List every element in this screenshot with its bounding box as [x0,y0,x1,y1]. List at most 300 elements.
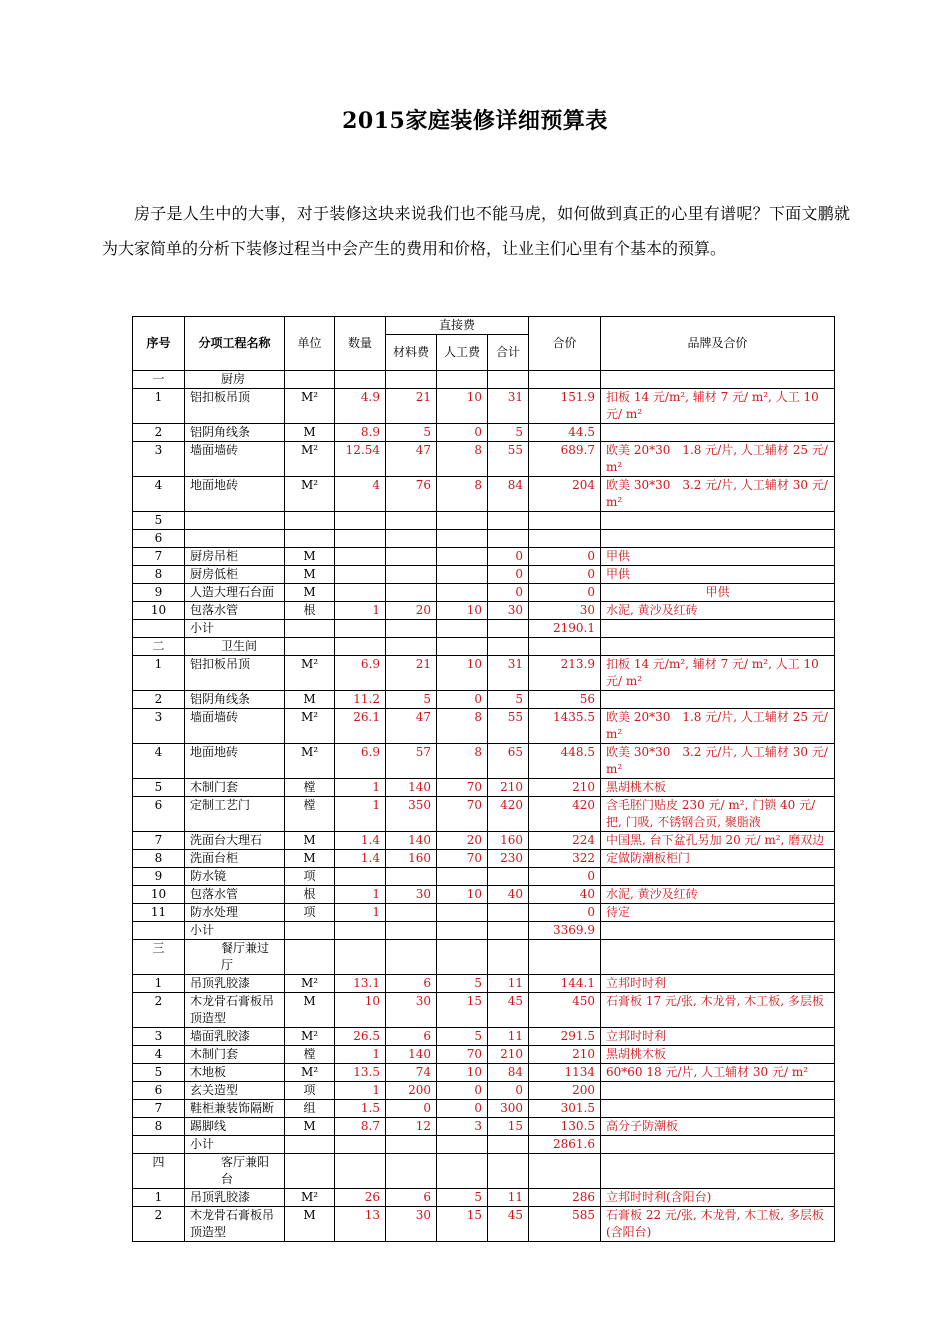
row-total: 151.9 [529,389,601,424]
empty-cell [285,1154,335,1189]
table-row [133,1207,835,1242]
row-total: 0 [529,868,601,886]
empty-cell [285,940,335,975]
row-brand: 甲供 [601,584,835,602]
row-seq: 9 [133,584,185,602]
row-unit: M² [285,709,335,744]
table-row [133,477,835,512]
row-seq: 10 [133,886,185,904]
row-qty [335,584,386,602]
row-name [185,512,285,530]
row-name: 铝阴角线条 [185,424,285,442]
row-name: 木龙骨石膏板吊顶造型 [185,993,285,1028]
row-name: 铝扣板吊顶 [185,656,285,691]
table-row [133,779,835,797]
row-brand: 待定 [601,904,835,922]
row-labor [437,566,488,584]
row-sum: 300 [488,1100,529,1118]
row-material: 6 [386,1189,437,1207]
header-total: 合价 [529,317,601,371]
row-name: 玄关造型 [185,1082,285,1100]
row-qty: 10 [335,993,386,1028]
row-seq: 4 [133,744,185,779]
table-row [133,850,835,868]
row-labor: 5 [437,975,488,993]
row-brand: 欧美 20*30 1.8 元/片, 人工辅材 25 元/ m² [601,442,835,477]
row-material [386,548,437,566]
row-total: 448.5 [529,744,601,779]
row-qty [335,566,386,584]
table-row [133,512,835,530]
row-total: 200 [529,1082,601,1100]
row-sum: 31 [488,389,529,424]
row-brand: 立邦时时利 [601,1028,835,1046]
table-row [133,868,835,886]
subtotal-value: 2190.1 [529,620,601,638]
empty-cell [437,620,488,638]
row-sum: 5 [488,691,529,709]
row-brand [601,424,835,442]
row-name: 地面地砖 [185,744,285,779]
intro-paragraph: 房子是人生中的大事，对于装修这块来说我们也不能马虎，如何做到真正的心里有谱呢？下面文鹏就为大家简单的分析下装修过程当中会产生的费用和价格，让业主们心里有个基本的预算。 [102,204,850,258]
row-brand: 扣板 14 元/m², 辅材 7 元/ m², 人工 10 元/ m² [601,656,835,691]
row-sum: 31 [488,656,529,691]
row-labor [437,584,488,602]
empty-cell [437,1154,488,1189]
empty-cell [601,371,835,389]
row-total: 44.5 [529,424,601,442]
row-sum: 11 [488,1189,529,1207]
row-sum: 0 [488,566,529,584]
row-seq: 1 [133,975,185,993]
row-seq: 5 [133,1064,185,1082]
row-qty: 26.1 [335,709,386,744]
row-seq: 3 [133,442,185,477]
empty-cell [133,1136,185,1154]
row-brand: 欧美 30*30 3.2 元/片, 人工辅材 30 元/ m² [601,477,835,512]
row-name: 吊顶乳胶漆 [185,975,285,993]
row-unit: 樘 [285,1046,335,1064]
row-labor: 20 [437,832,488,850]
row-unit: 组 [285,1100,335,1118]
row-unit: M² [285,1064,335,1082]
row-sum [488,512,529,530]
row-total: 210 [529,779,601,797]
row-sum: 55 [488,709,529,744]
section-name: 餐厅兼过厅 [185,940,285,975]
row-qty: 8.9 [335,424,386,442]
row-name: 人造大理石台面 [185,584,285,602]
row-brand: 欧美 20*30 1.8 元/片, 人工辅材 25 元/ m² [601,709,835,744]
row-labor: 15 [437,993,488,1028]
table-row [133,1046,835,1064]
row-name: 防水处理 [185,904,285,922]
row-qty: 13.1 [335,975,386,993]
row-labor [437,548,488,566]
row-seq: 4 [133,477,185,512]
empty-cell [488,638,529,656]
row-sum: 84 [488,1064,529,1082]
row-total: 224 [529,832,601,850]
row-sum: 230 [488,850,529,868]
empty-cell [488,620,529,638]
row-unit: M [285,691,335,709]
subtotal-row [133,1136,835,1154]
row-brand [601,512,835,530]
row-seq: 3 [133,709,185,744]
empty-cell [601,940,835,975]
row-qty: 4 [335,477,386,512]
row-labor: 70 [437,779,488,797]
subtotal-row [133,922,835,940]
row-sum: 210 [488,1046,529,1064]
row-qty: 1 [335,602,386,620]
row-seq: 1 [133,389,185,424]
row-material: 140 [386,1046,437,1064]
row-qty: 8.7 [335,1118,386,1136]
section-number: 四 [133,1154,185,1189]
row-material: 140 [386,832,437,850]
header-labor: 人工费 [437,335,488,371]
row-seq: 6 [133,1082,185,1100]
row-name: 厨房低柜 [185,566,285,584]
row-material [386,530,437,548]
table-row [133,1100,835,1118]
empty-cell [386,620,437,638]
row-sum: 0 [488,548,529,566]
row-brand: 高分子防潮板 [601,1118,835,1136]
row-seq: 2 [133,691,185,709]
table-body [133,371,835,1242]
section-number: 二 [133,638,185,656]
empty-cell [335,620,386,638]
row-labor: 10 [437,886,488,904]
empty-cell [601,638,835,656]
row-brand [601,1082,835,1100]
table-row [133,832,835,850]
table-row [133,1189,835,1207]
row-name: 木地板 [185,1064,285,1082]
row-labor: 70 [437,850,488,868]
row-brand: 石膏板 17 元/张, 木龙骨, 木工板, 多层板 [601,993,835,1028]
row-name: 木制门套 [185,779,285,797]
header-material: 材料费 [386,335,437,371]
row-name: 木龙骨石膏板吊顶造型 [185,1207,285,1242]
row-material: 30 [386,1207,437,1242]
subtotal-label: 小计 [185,922,285,940]
row-unit: 项 [285,904,335,922]
row-qty: 1 [335,886,386,904]
row-name: 地面地砖 [185,477,285,512]
section-name: 厨房 [185,371,285,389]
row-sum: 210 [488,779,529,797]
row-total: 1134 [529,1064,601,1082]
empty-cell [529,371,601,389]
row-unit: 根 [285,886,335,904]
row-total [529,530,601,548]
table-row [133,1064,835,1082]
row-unit: 项 [285,868,335,886]
header-name: 分项工程名称 [185,317,285,371]
row-total: 450 [529,993,601,1028]
row-total: 204 [529,477,601,512]
row-total: 0 [529,584,601,602]
row-brand: 欧美 30*30 3.2 元/片, 人工辅材 30 元/ m² [601,744,835,779]
row-sum: 0 [488,1082,529,1100]
row-labor: 8 [437,442,488,477]
row-labor: 5 [437,1189,488,1207]
row-qty [335,548,386,566]
row-seq: 5 [133,779,185,797]
row-labor: 70 [437,797,488,832]
row-material: 350 [386,797,437,832]
row-unit: M [285,832,335,850]
row-labor: 10 [437,602,488,620]
empty-cell [437,638,488,656]
row-material: 47 [386,442,437,477]
row-sum: 40 [488,886,529,904]
row-name: 墙面乳胶漆 [185,1028,285,1046]
row-material [386,512,437,530]
row-labor [437,868,488,886]
header-unit: 单位 [285,317,335,371]
row-material: 0 [386,1100,437,1118]
row-qty: 6.9 [335,744,386,779]
row-seq: 8 [133,566,185,584]
section-row [133,1154,835,1189]
row-unit: 樘 [285,797,335,832]
empty-cell [335,638,386,656]
row-material: 6 [386,1028,437,1046]
empty-cell [437,922,488,940]
budget-table [132,316,835,1242]
row-labor: 10 [437,656,488,691]
row-total: 40 [529,886,601,904]
row-material: 12 [386,1118,437,1136]
row-labor: 0 [437,424,488,442]
row-brand: 黑胡桃木板 [601,1046,835,1064]
empty-cell [335,1136,386,1154]
row-brand: 60*60 18 元/片, 人工辅材 30 元/ m² [601,1064,835,1082]
empty-cell [335,940,386,975]
empty-cell [529,1154,601,1189]
row-qty [335,530,386,548]
empty-cell [386,638,437,656]
header-qty: 数量 [335,317,386,371]
row-unit: M² [285,389,335,424]
row-brand: 含毛胚门贴皮 230 元/ m², 门锁 40 元/把, 门吸, 不锈钢合页, 聚脂液 [601,797,835,832]
row-unit: M² [285,744,335,779]
row-total: 0 [529,566,601,584]
row-seq: 3 [133,1028,185,1046]
table-row [133,709,835,744]
table-row [133,744,835,779]
row-brand [601,691,835,709]
empty-cell [285,371,335,389]
row-material: 140 [386,779,437,797]
empty-cell [488,1136,529,1154]
row-qty: 1 [335,904,386,922]
row-labor: 3 [437,1118,488,1136]
row-sum [488,904,529,922]
row-qty: 1 [335,797,386,832]
row-brand [601,1100,835,1118]
row-total: 0 [529,904,601,922]
row-unit: M [285,584,335,602]
table-row [133,584,835,602]
row-total: 0 [529,548,601,566]
empty-cell [285,620,335,638]
section-number: 一 [133,371,185,389]
table-row [133,691,835,709]
empty-cell [386,371,437,389]
table-row [133,975,835,993]
row-sum: 11 [488,975,529,993]
row-name: 铝阴角线条 [185,691,285,709]
section-name: 卫生间 [185,638,285,656]
row-material: 57 [386,744,437,779]
empty-cell [437,940,488,975]
row-seq: 7 [133,832,185,850]
row-name: 木制门套 [185,1046,285,1064]
row-material: 74 [386,1064,437,1082]
row-qty: 1.5 [335,1100,386,1118]
row-unit: M [285,1118,335,1136]
row-name: 防水镜 [185,868,285,886]
row-name: 定制工艺门 [185,797,285,832]
row-seq: 1 [133,656,185,691]
row-sum: 15 [488,1118,529,1136]
row-seq: 7 [133,548,185,566]
row-qty: 11.2 [335,691,386,709]
row-name: 包落水管 [185,886,285,904]
row-unit [285,530,335,548]
row-material [386,868,437,886]
row-labor: 10 [437,389,488,424]
row-brand: 中国黑, 台下盆孔另加 20 元/ m², 磨双边 [601,832,835,850]
row-seq: 11 [133,904,185,922]
row-brand: 黑胡桃木板 [601,779,835,797]
row-name: 踢脚线 [185,1118,285,1136]
row-name: 包落水管 [185,602,285,620]
empty-cell [488,922,529,940]
row-total: 301.5 [529,1100,601,1118]
row-brand: 水泥, 黄沙及红砖 [601,602,835,620]
subtotal-value: 2861.6 [529,1136,601,1154]
row-seq: 4 [133,1046,185,1064]
row-labor: 8 [437,744,488,779]
empty-cell [437,1136,488,1154]
row-total: 210 [529,1046,601,1064]
row-sum: 160 [488,832,529,850]
row-unit: M² [285,1189,335,1207]
document-title: 2015家庭装修详细预算表 [342,108,608,134]
empty-cell [386,922,437,940]
empty-cell [601,1154,835,1189]
row-qty [335,868,386,886]
row-total: 286 [529,1189,601,1207]
row-sum: 0 [488,584,529,602]
row-labor [437,512,488,530]
row-total: 322 [529,850,601,868]
empty-cell [437,371,488,389]
row-seq: 8 [133,850,185,868]
empty-cell [529,940,601,975]
row-name: 洗面台大理石 [185,832,285,850]
row-seq: 1 [133,1189,185,1207]
table-row [133,993,835,1028]
empty-cell [601,1136,835,1154]
header-direct-cost: 直接费 [386,317,529,335]
empty-cell [386,1154,437,1189]
row-qty: 26 [335,1189,386,1207]
subtotal-value: 3369.9 [529,922,601,940]
table-row [133,602,835,620]
row-brand [601,868,835,886]
row-seq: 8 [133,1118,185,1136]
row-qty: 1 [335,1082,386,1100]
empty-cell [285,922,335,940]
row-name: 吊顶乳胶漆 [185,1189,285,1207]
row-material: 21 [386,389,437,424]
row-brand: 甲供 [601,566,835,584]
row-qty: 1 [335,779,386,797]
row-unit: M² [285,975,335,993]
empty-cell [386,940,437,975]
row-sum [488,868,529,886]
section-row [133,940,835,975]
row-unit [285,512,335,530]
table-row [133,1082,835,1100]
row-name: 鞋柜兼装饰隔断 [185,1100,285,1118]
row-material: 200 [386,1082,437,1100]
row-unit: M [285,548,335,566]
row-qty: 6.9 [335,656,386,691]
row-labor: 0 [437,1100,488,1118]
row-labor: 8 [437,709,488,744]
row-qty: 4.9 [335,389,386,424]
empty-cell [601,922,835,940]
row-sum: 420 [488,797,529,832]
row-unit: M [285,424,335,442]
row-seq: 9 [133,868,185,886]
table-row [133,797,835,832]
empty-cell [529,638,601,656]
row-brand: 扣板 14 元/m², 辅材 7 元/ m², 人工 10 元/ m² [601,389,835,424]
empty-cell [488,1154,529,1189]
table-row [133,530,835,548]
table-row [133,566,835,584]
row-unit: M [285,1207,335,1242]
row-unit: M² [285,477,335,512]
row-material: 30 [386,993,437,1028]
empty-cell [285,1136,335,1154]
row-brand: 水泥, 黄沙及红砖 [601,886,835,904]
row-total: 144.1 [529,975,601,993]
empty-cell [133,620,185,638]
row-unit: 项 [285,1082,335,1100]
empty-cell [386,1136,437,1154]
empty-cell [133,922,185,940]
row-sum: 11 [488,1028,529,1046]
row-name [185,530,285,548]
row-material: 20 [386,602,437,620]
row-labor [437,530,488,548]
empty-cell [285,638,335,656]
row-sum: 30 [488,602,529,620]
row-total: 689.7 [529,442,601,477]
row-sum: 5 [488,424,529,442]
